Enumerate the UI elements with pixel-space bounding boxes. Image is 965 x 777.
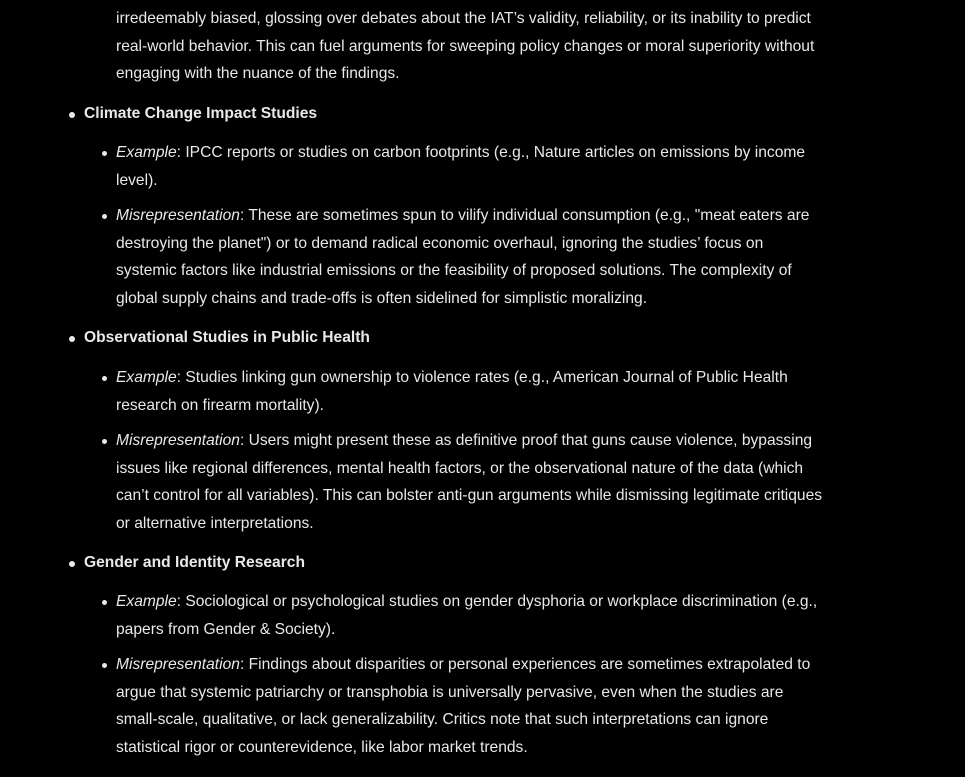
bullet-icon	[69, 112, 75, 118]
bullet-icon	[69, 336, 75, 342]
example-text: : IPCC reports or studies on carbon footprints (e.g., Nature articles on emissions by income level).	[116, 144, 806, 189]
bullet-icon	[102, 151, 107, 156]
example-label: Example	[116, 369, 177, 386]
bullet-icon	[69, 561, 75, 567]
misrep-public-health	[116, 427, 828, 537]
misrep-label: Misrepresentation	[116, 432, 240, 449]
misrep-gender	[116, 651, 828, 761]
misrep-text: : These are sometimes spun to vilify individual consumption (e.g., "meat eaters are destroying the planet") or to demand radical economic overhaul, ignoring the studies’ focus on systemic factors like industrial emissions or the feasibility of proposed solutions. The complexity of global supply chains and trade-offs is often sidelined for simplistic moralizing.	[116, 207, 810, 307]
misrep-label: Misrepresentation	[116, 207, 240, 224]
misrep-text: : Findings about disparities or personal experiences are sometimes extrapolated to argue that systemic patriarchy or transphobia is universally pervasive, even when the studies are small-scale, qualitative, or lack generalizability. Critics note that such interpretations can ignore statistical rigor or counterevidence, like labor market trends.	[116, 656, 811, 756]
example-label: Example	[116, 144, 177, 161]
bullet-icon	[102, 376, 107, 381]
example-text: : Sociological or psychological studies on gender dysphoria or workplace discrimination (e.g., papers from Gender & Society).	[116, 593, 818, 638]
bullet-icon	[102, 214, 107, 219]
misrep-label: Misrepresentation	[116, 656, 240, 673]
example-climate	[116, 139, 828, 194]
section-title-gender: Gender and Identity Research	[84, 554, 305, 571]
example-public-health	[116, 364, 828, 419]
example-label: Example	[116, 593, 177, 610]
bullet-icon	[102, 439, 107, 444]
section-title-public-health: Observational Studies in Public Health	[84, 329, 370, 346]
bullet-icon	[102, 663, 107, 668]
section-title-climate: Climate Change Impact Studies	[84, 105, 318, 122]
intro-paragraph: irredeemably biased, glossing over debates about the IAT’s validity, reliability, or its inability to predict real-world behavior. This can fuel arguments for sweeping policy changes or moral superiority without engaging with the nuance of the findings.	[116, 10, 815, 83]
misrep-climate	[116, 202, 828, 312]
example-text: : Studies linking gun ownership to violence rates (e.g., American Journal of Public Health research on firearm mortality).	[116, 369, 788, 414]
bullet-icon	[102, 600, 107, 605]
misrep-text: : Users might present these as definitive proof that guns cause violence, bypassing issues like regional differences, mental health factors, or the observational nature of the data (which can’t control for all variables). This can bolster anti-gun arguments while dismissing legitimate critiques or alternative interpretations.	[116, 432, 823, 532]
example-gender	[116, 588, 828, 643]
